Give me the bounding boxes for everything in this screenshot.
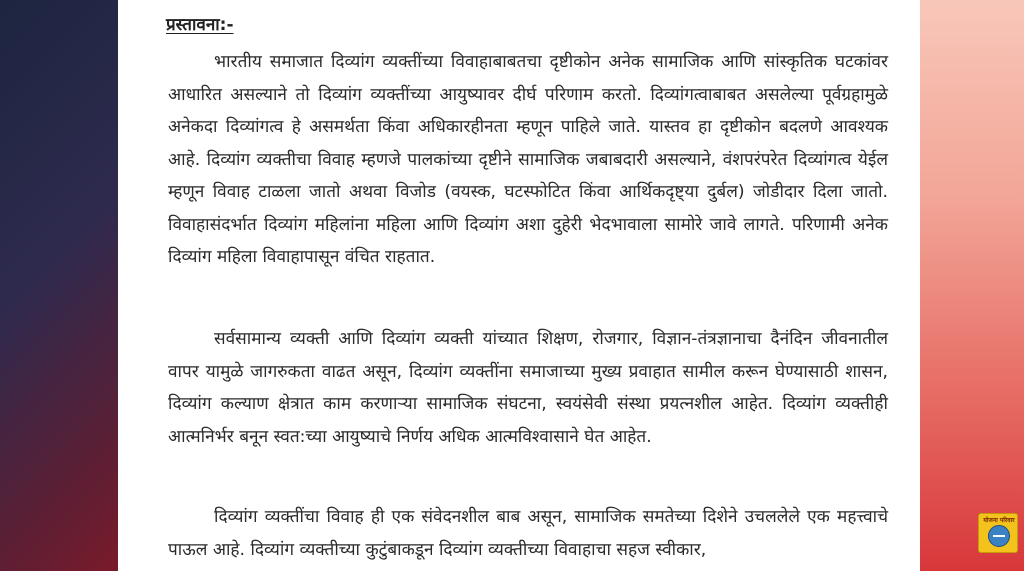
left-background <box>0 0 118 571</box>
right-background <box>920 0 1024 571</box>
section-heading: प्रस्तावना:- <box>166 15 234 35</box>
paragraph-1: भारतीय समाजात दिव्यांग व्यक्तींच्या विवाहाबाबतचा दृष्टीकोन अनेक सामाजिक आणि सांस्कृतिक घटकांवर आधारित असल्याने तो दिव्यांग व्यक्तींच्या आयुष्यावर दीर्घ परिणाम करतो. दिव्यांगत्वाबाबत असलेल्या पूर्वग्रहामुळे अनेकदा दिव्यांगत्व हे असमर्थता किंवा अधिकारहीनता म्हणून पाहिले जाते. यास्तव हा दृष्टीकोन बदलणे आवश्यक आहे. दिव्यांग व्यक्तीचा विवाह म्हणजे पालकांच्या दृष्टीने सामाजिक जबाबदारी असल्याने, वंशपरंपरेत दिव्यांगत्व येईल म्हणून विवाह टाळला जातो अथवा विजोड (वयस्क, घटस्फोटित किंवा आर्थिकदृष्ट्या दुर्बल) जोडीदार दिला जातो. विवाहासंदर्भात दिव्यांग महिलांना महिला आणि दिव्यांग अशा दुहेरी भेदभावाला सामोरे जावे लागते. परिणामी अनेक दिव्यांग महिला विवाहापासून वंचित राहतात. <box>168 52 888 267</box>
logo-text: योजना परिवार <box>983 517 1015 524</box>
globe-icon <box>988 525 1010 547</box>
paragraph-2: सर्वसामान्य व्यक्ती आणि दिव्यांग व्यक्ती यांच्यात शिक्षण, रोजगार, विज्ञान-तंत्रज्ञानाचा दैनंदिन जीवनातील वापर यामुळे जागरुकता वाढत असून, दिव्यांग व्यक्तींना समाजाच्या मुख्य प्रवाहात सामील करून घेण्यासाठी शासन, दिव्यांग कल्याण क्षेत्रात काम करणाऱ्या सामाजिक संघटना, स्वयंसेवी संस्था प्रयत्नशील आहेत. दिव्यांग व्यक्तीही आत्मनिर्भर बनून स्वत:च्या आयुष्याचे निर्णय अधिक आत्मविश्वासाने घेत आहेत. <box>168 329 888 447</box>
channel-logo <box>978 513 1018 553</box>
paragraph-3: दिव्यांग व्यक्तींचा विवाह ही एक संवेदनशील बाब असून, सामाजिक समतेच्या दिशेने उचललेले एक महत्त्वाचे पाऊल आहे. दिव्यांग व्यक्तीच्या कुटुंबाकडून दिव्यांग व्यक्तीच्या विवाहाचा सहज स्वीकार, <box>168 507 888 560</box>
document-page <box>118 0 920 571</box>
